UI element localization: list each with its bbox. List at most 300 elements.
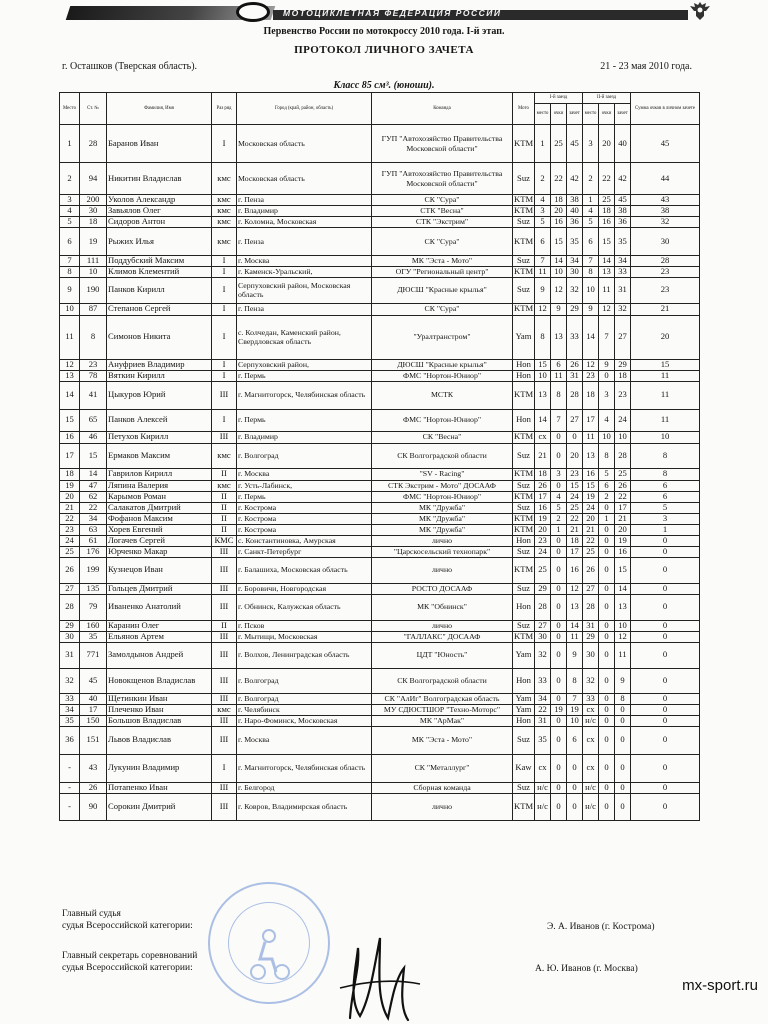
rider-name-cell: Плеченко Иван xyxy=(107,704,212,715)
race1-place-cell: 5 xyxy=(535,217,551,228)
start-number-cell: 47 xyxy=(80,480,107,491)
race2-place-cell: 20 xyxy=(583,513,599,524)
total-cell: 0 xyxy=(631,557,700,583)
race2-points-cell: 22 xyxy=(599,163,615,195)
rider-name-cell: Завьялов Олег xyxy=(107,206,212,217)
race1-place-cell: 3 xyxy=(535,206,551,217)
handwritten-signature xyxy=(330,928,430,1024)
race2-sum-cell: 17 xyxy=(615,502,631,513)
race1-points-cell: 8 xyxy=(551,381,567,409)
rider-name-cell: Сидоров Антон xyxy=(107,217,212,228)
race2-place-cell: 5 xyxy=(583,217,599,228)
team-cell: СК "Металлург" xyxy=(372,754,513,782)
moto-cell: KTM xyxy=(513,793,535,820)
city-cell: с. Колчедан, Каменский район, Свердловская область xyxy=(237,315,372,359)
city-cell: г. Владимир xyxy=(237,206,372,217)
city-cell: г. Волхов, Ленинградская область xyxy=(237,642,372,668)
total-cell: 11 xyxy=(631,409,700,431)
moto-cell: KTM xyxy=(514,524,534,534)
race1-sum-cell: 36 xyxy=(567,217,583,228)
race1-place-cell: 19 xyxy=(535,513,551,524)
race1-place-cell: 20 xyxy=(535,524,551,535)
race2-place-cell: 13 xyxy=(583,443,599,468)
start-number-cell: 61 xyxy=(80,535,107,546)
rider-name-cell: Салакатов Дмитрий xyxy=(107,502,212,513)
table-row xyxy=(60,315,700,359)
race1-sum-cell: 30 xyxy=(567,266,583,277)
table-row xyxy=(60,524,700,535)
race2-place-cell: н/с xyxy=(583,715,599,726)
rider-name-cell: Баранов Иван xyxy=(107,125,212,163)
race2-points-cell: 3 xyxy=(599,381,615,409)
city-cell: Серпуховский район, Московская область xyxy=(237,277,372,303)
race1-points-cell: 13 xyxy=(551,315,567,359)
place-cell: 17 xyxy=(60,443,80,468)
city-cell: г. Обнинск, Калужская область xyxy=(237,594,372,620)
table-row xyxy=(60,535,700,546)
place-cell: 33 xyxy=(60,693,80,704)
rank-cell: II xyxy=(212,620,237,631)
rider-name-cell: Щетинкин Иван xyxy=(107,693,212,704)
race1-place-cell: 29 xyxy=(535,583,551,594)
rank-cell: кмс xyxy=(212,163,237,195)
race1-sum-cell: 21 xyxy=(567,524,583,535)
race2-sum-cell: 12 xyxy=(615,631,631,642)
rank-cell: II xyxy=(212,491,237,502)
race1-place-cell: 33 xyxy=(535,668,551,693)
race1-sum-cell: 0 xyxy=(567,793,583,820)
table-row xyxy=(60,381,700,409)
race2-sum-cell: 31 xyxy=(615,277,631,303)
race1-place-cell: 14 xyxy=(535,409,551,431)
header-start-number: Ст. № xyxy=(80,93,107,125)
race1-sum-cell: 10 xyxy=(567,715,583,726)
race1-place-cell: 22 xyxy=(535,704,551,715)
rider-name-cell: Карымов Роман xyxy=(107,491,212,502)
place-cell: 22 xyxy=(60,513,80,524)
race1-place-cell: 17 xyxy=(535,491,551,502)
table-row xyxy=(60,693,700,704)
race1-sum-cell: 26 xyxy=(567,359,583,370)
moto-cell: Suz xyxy=(513,277,535,303)
race2-points-cell: 0 xyxy=(599,642,615,668)
race1-points-cell: 0 xyxy=(551,782,567,793)
total-cell: 23 xyxy=(631,266,700,277)
header-race1-points: очки xyxy=(551,104,567,125)
secretary-name: А. Ю. Иванов (г. Москва) xyxy=(535,964,638,974)
rider-name-cell: Рыжих Илья xyxy=(107,228,212,256)
place-cell: 29 xyxy=(60,620,80,631)
table-row xyxy=(60,480,700,491)
team-cell: лично xyxy=(372,793,513,820)
start-number-cell: 176 xyxy=(80,546,107,557)
race2-points-cell: 18 xyxy=(599,206,615,217)
start-number-cell: 26 xyxy=(80,782,107,793)
race1-sum-cell: 35 xyxy=(567,228,583,256)
race1-place-cell: 31 xyxy=(535,715,551,726)
total-cell: 0 xyxy=(631,642,700,668)
race1-sum-cell: 0 xyxy=(567,782,583,793)
race2-sum-cell: 0 xyxy=(615,793,631,820)
start-number-cell: 34 xyxy=(80,513,107,524)
moto-cell: Kaw xyxy=(513,754,535,782)
rider-name-cell: Большов Владислав xyxy=(107,715,212,726)
moto-cell: KTM xyxy=(514,513,534,523)
place-cell: 4 xyxy=(60,206,80,217)
team-cell: МК "Дружба" xyxy=(372,502,513,513)
rider-name-cell: Фофанов Максим xyxy=(107,513,212,524)
race2-points-cell: 25 xyxy=(599,195,615,206)
race1-place-cell: 16 xyxy=(535,502,551,513)
race2-sum-cell: 8 xyxy=(615,693,631,704)
table-row xyxy=(60,726,700,754)
total-cell: 32 xyxy=(631,217,700,228)
start-number-cell: 79 xyxy=(80,594,107,620)
race2-place-cell: 12 xyxy=(583,359,599,370)
total-cell: 43 xyxy=(631,195,700,206)
race2-points-cell: 6 xyxy=(599,480,615,491)
secretary-block xyxy=(62,950,197,974)
rank-cell: I xyxy=(212,409,237,431)
race1-points-cell: 16 xyxy=(551,217,567,228)
city-cell: г. Мытищи, Московская xyxy=(237,631,372,642)
race2-points-cell: 0 xyxy=(599,726,615,754)
race2-points-cell: 8 xyxy=(599,443,615,468)
start-number-cell: 63 xyxy=(80,524,107,535)
race1-sum-cell: 24 xyxy=(567,491,583,502)
header-race2-points: очки xyxy=(599,104,615,125)
total-cell: 0 xyxy=(631,704,700,715)
team-cell: лично xyxy=(372,620,513,631)
race1-sum-cell: 40 xyxy=(567,206,583,217)
race1-place-cell: 28 xyxy=(535,594,551,620)
table-row xyxy=(60,206,700,217)
race1-points-cell: 6 xyxy=(551,359,567,370)
rank-cell: II xyxy=(212,513,237,524)
team-cell: Сборная команда xyxy=(372,782,513,793)
start-number-cell: 40 xyxy=(80,693,107,704)
race2-sum-cell: 42 xyxy=(615,163,631,195)
race1-place-cell: 7 xyxy=(535,256,551,267)
header-race-2: II-й заезд xyxy=(583,93,631,104)
rank-cell: III xyxy=(212,715,237,726)
race2-points-cell: 0 xyxy=(599,546,615,557)
race1-points-cell: 0 xyxy=(551,594,567,620)
total-cell: 30 xyxy=(631,228,700,256)
team-cell: МК "Обнинск" xyxy=(372,594,513,620)
team-cell: МК "Эста - Мото" xyxy=(372,256,513,267)
race2-points-cell: 15 xyxy=(599,228,615,256)
moto-cell: KTM xyxy=(513,228,535,256)
rank-cell: кмс xyxy=(212,480,237,491)
race2-points-cell: 13 xyxy=(599,266,615,277)
team-cell: СК "АлИг" Волгоградская область xyxy=(372,693,513,704)
race2-place-cell: 25 xyxy=(583,546,599,557)
race2-place-cell: 32 xyxy=(583,668,599,693)
site-watermark: mx-sport.ru xyxy=(682,977,758,994)
start-number-cell: 8 xyxy=(80,315,107,359)
federation-logo-icon xyxy=(236,2,270,22)
race2-place-cell: 28 xyxy=(583,594,599,620)
team-cell: СК Волгоградской области xyxy=(372,443,513,468)
start-number-cell: 135 xyxy=(80,583,107,594)
rank-cell: КМС xyxy=(212,535,237,546)
start-number-cell: 17 xyxy=(80,704,107,715)
team-cell: МК "АрМак" xyxy=(372,715,513,726)
race2-place-cell: 24 xyxy=(583,502,599,513)
race2-points-cell: 11 xyxy=(599,277,615,303)
start-number-cell: 111 xyxy=(80,256,107,267)
team-cell: лично xyxy=(372,535,513,546)
total-cell: 0 xyxy=(631,693,700,704)
race1-sum-cell: 15 xyxy=(567,480,583,491)
rider-name-cell: Сорокин Дмитрий xyxy=(107,793,212,820)
header-name: Фамилия, Имя xyxy=(107,93,212,125)
race1-points-cell: 1 xyxy=(551,524,567,535)
table-row xyxy=(60,754,700,782)
championship-title: Первенство России по мотокроссу 2010 года. I-й этап. xyxy=(263,26,505,37)
start-number-cell: 200 xyxy=(80,195,107,206)
rank-cell: III xyxy=(212,381,237,409)
team-cell: СТК "Весна" xyxy=(372,206,513,217)
rank-cell: III xyxy=(212,631,237,642)
start-number-cell: 23 xyxy=(80,359,107,370)
total-cell: 0 xyxy=(631,715,700,726)
race2-place-cell: 9 xyxy=(583,303,599,315)
rider-name-cell: Вяткин Кирилл xyxy=(107,370,212,381)
total-cell: 21 xyxy=(631,303,700,315)
race1-points-cell: 0 xyxy=(551,631,567,642)
start-number-cell: 150 xyxy=(80,715,107,726)
race2-place-cell: 11 xyxy=(583,431,599,443)
rank-cell: кмс xyxy=(212,704,237,715)
place-cell: 34 xyxy=(60,704,80,715)
rider-name-cell: Кузнецов Иван xyxy=(107,557,212,583)
table-row xyxy=(60,704,700,715)
place-cell: 3 xyxy=(60,195,80,206)
race1-points-cell: 9 xyxy=(551,303,567,315)
race2-points-cell: 14 xyxy=(599,256,615,267)
rider-name-cell: Никитин Владислав xyxy=(107,163,212,195)
race2-place-cell: 29 xyxy=(583,631,599,642)
race2-sum-cell: 0 xyxy=(615,754,631,782)
place-cell: 11 xyxy=(60,315,80,359)
place-cell: - xyxy=(60,793,80,820)
total-cell: 6 xyxy=(631,491,700,502)
race2-place-cell: 31 xyxy=(583,620,599,631)
table-row xyxy=(60,668,700,693)
race1-sum-cell: 12 xyxy=(567,583,583,594)
race1-points-cell: 0 xyxy=(551,715,567,726)
team-cell: "Царскосельский технопарк" xyxy=(372,546,513,557)
city-cell: г. Пермь xyxy=(237,370,372,381)
header-place: Место xyxy=(60,93,80,125)
header-team: Команда xyxy=(372,93,513,125)
race2-place-cell: 26 xyxy=(583,557,599,583)
race1-sum-cell: 9 xyxy=(567,642,583,668)
race2-points-cell: 16 xyxy=(599,217,615,228)
start-number-cell: 190 xyxy=(80,277,107,303)
city-cell: г. Псков xyxy=(237,620,372,631)
race2-place-cell: сх xyxy=(583,704,599,715)
chief-judge-name: Э. А. Иванов (г. Кострома) xyxy=(547,922,655,932)
total-cell: 0 xyxy=(631,620,700,631)
chief-judge-category: судья Всероссийской категории: xyxy=(62,921,193,931)
team-cell: "SV - Racing" xyxy=(372,468,513,480)
place-cell: 25 xyxy=(60,546,80,557)
rank-cell: кмс xyxy=(212,195,237,206)
race1-sum-cell: 34 xyxy=(567,256,583,267)
total-cell: 8 xyxy=(631,443,700,468)
rider-name-cell: Иваненко Анатолий xyxy=(107,594,212,620)
race1-place-cell: сх xyxy=(535,431,551,443)
rider-name-cell: Панков Кирилл xyxy=(107,277,212,303)
race1-points-cell: 12 xyxy=(551,277,567,303)
race2-sum-cell: 28 xyxy=(615,443,631,468)
city-cell: г. Наро-Фоминск, Московская xyxy=(237,715,372,726)
team-cell: "Уралтранстром" xyxy=(372,315,513,359)
city-cell: г. Пермь xyxy=(237,491,372,502)
start-number-cell: 30 xyxy=(80,206,107,217)
table-row xyxy=(60,502,700,513)
rider-name-cell: Уколов Александр xyxy=(107,195,212,206)
place-cell: 27 xyxy=(60,583,80,594)
rider-name-cell: Поддубский Максим xyxy=(107,256,212,267)
table-row xyxy=(60,217,700,228)
place-cell: 30 xyxy=(60,631,80,642)
race2-sum-cell: 29 xyxy=(615,359,631,370)
table-row xyxy=(60,256,700,267)
header-race2-sum: зачет xyxy=(615,104,631,125)
rider-name-cell: Каранин Олег xyxy=(107,620,212,631)
race1-sum-cell: 19 xyxy=(567,704,583,715)
race2-sum-cell: 15 xyxy=(615,557,631,583)
race2-place-cell: 21 xyxy=(583,524,599,535)
race1-points-cell: 15 xyxy=(551,228,567,256)
race1-points-cell: 0 xyxy=(551,754,567,782)
race2-sum-cell: 38 xyxy=(615,206,631,217)
moto-cell: Suz xyxy=(513,782,535,793)
race1-points-cell: 0 xyxy=(551,535,567,546)
rank-cell: I xyxy=(212,315,237,359)
race1-points-cell: 4 xyxy=(551,491,567,502)
race1-sum-cell: 29 xyxy=(567,303,583,315)
total-cell: 10 xyxy=(631,431,700,443)
city-cell: г. Пенза xyxy=(237,303,372,315)
race1-sum-cell: 17 xyxy=(567,546,583,557)
moto-cell: Suz xyxy=(513,480,535,491)
city-cell: г. Волгоград xyxy=(237,668,372,693)
table-row xyxy=(60,631,700,642)
team-cell: ДЮСШ "Красные крылья" xyxy=(372,359,513,370)
race1-sum-cell: 28 xyxy=(567,381,583,409)
club-stamp xyxy=(208,882,330,1004)
total-cell: 11 xyxy=(631,381,700,409)
race1-sum-cell: 20 xyxy=(567,443,583,468)
moto-cell: Yam xyxy=(513,642,535,668)
table-row xyxy=(60,546,700,557)
race1-place-cell: 13 xyxy=(535,381,551,409)
race2-points-cell: 0 xyxy=(599,782,615,793)
table-row xyxy=(60,782,700,793)
table-row xyxy=(60,468,700,480)
team-cell: МК "Дружба" xyxy=(372,513,513,524)
race1-place-cell: 12 xyxy=(535,303,551,315)
start-number-cell: 41 xyxy=(80,381,107,409)
city-cell: г. Боровичи, Новгородская xyxy=(237,583,372,594)
rank-cell: I xyxy=(212,256,237,267)
race1-points-cell: 0 xyxy=(551,620,567,631)
total-cell: 20 xyxy=(631,315,700,359)
rank-cell: I xyxy=(212,303,237,315)
race2-place-cell: 2 xyxy=(583,163,599,195)
table-row xyxy=(60,715,700,726)
race2-place-cell: 14 xyxy=(583,315,599,359)
race2-sum-cell: 22 xyxy=(615,491,631,502)
moto-cell: KTM xyxy=(514,303,534,314)
race2-place-cell: 6 xyxy=(583,228,599,256)
city-cell: г. Коломна, Московская xyxy=(237,217,372,228)
table-row xyxy=(60,443,700,468)
city-cell: г. Магнитогорск, Челябинская область xyxy=(237,381,372,409)
place-cell: 15 xyxy=(60,409,80,431)
place-cell: 20 xyxy=(60,491,80,502)
city-cell: г. Усть-Лабинск, xyxy=(237,480,372,491)
start-number-cell: 160 xyxy=(80,620,107,631)
moto-cell: KTM xyxy=(514,491,534,501)
race1-sum-cell: 7 xyxy=(567,693,583,704)
rider-name-cell: Ляпина Валерия xyxy=(107,480,212,491)
race1-points-cell: 10 xyxy=(551,266,567,277)
race1-sum-cell: 25 xyxy=(567,502,583,513)
rank-cell: III xyxy=(212,431,237,443)
race1-points-cell: 0 xyxy=(551,546,567,557)
city-cell: Московская область xyxy=(237,125,372,163)
results-table xyxy=(59,92,700,821)
race2-points-cell: 9 xyxy=(599,359,615,370)
start-number-cell: 771 xyxy=(80,642,107,668)
race2-points-cell: 0 xyxy=(599,594,615,620)
race2-place-cell: 22 xyxy=(583,535,599,546)
moto-cell: Hon xyxy=(513,668,535,693)
place-cell: 12 xyxy=(60,359,80,370)
rider-name-cell: Степанов Сергей xyxy=(107,303,212,315)
rank-cell: I xyxy=(212,266,237,277)
moto-cell: KTM xyxy=(513,381,535,409)
race2-place-cell: 30 xyxy=(583,642,599,668)
table-row xyxy=(60,793,700,820)
total-cell: 11 xyxy=(631,370,700,381)
race2-place-cell: 18 xyxy=(583,381,599,409)
moto-cell: Yam xyxy=(513,693,535,704)
header-race2-place: место xyxy=(583,104,599,125)
rank-cell: III xyxy=(212,782,237,793)
race1-place-cell: 35 xyxy=(535,726,551,754)
race2-points-cell: 5 xyxy=(599,468,615,480)
race1-sum-cell: 18 xyxy=(567,535,583,546)
start-number-cell: 151 xyxy=(80,726,107,754)
place-cell: 16 xyxy=(60,431,80,443)
rider-name-cell: Замолдынов Андрей xyxy=(107,642,212,668)
race2-points-cell: 0 xyxy=(599,535,615,546)
race1-points-cell: 0 xyxy=(551,480,567,491)
start-number-cell: 15 xyxy=(80,443,107,468)
race1-sum-cell: 23 xyxy=(567,468,583,480)
start-number-cell: 87 xyxy=(80,303,107,315)
race1-points-cell: 7 xyxy=(551,409,567,431)
table-row xyxy=(60,583,700,594)
moto-cell: Yam xyxy=(513,315,535,359)
